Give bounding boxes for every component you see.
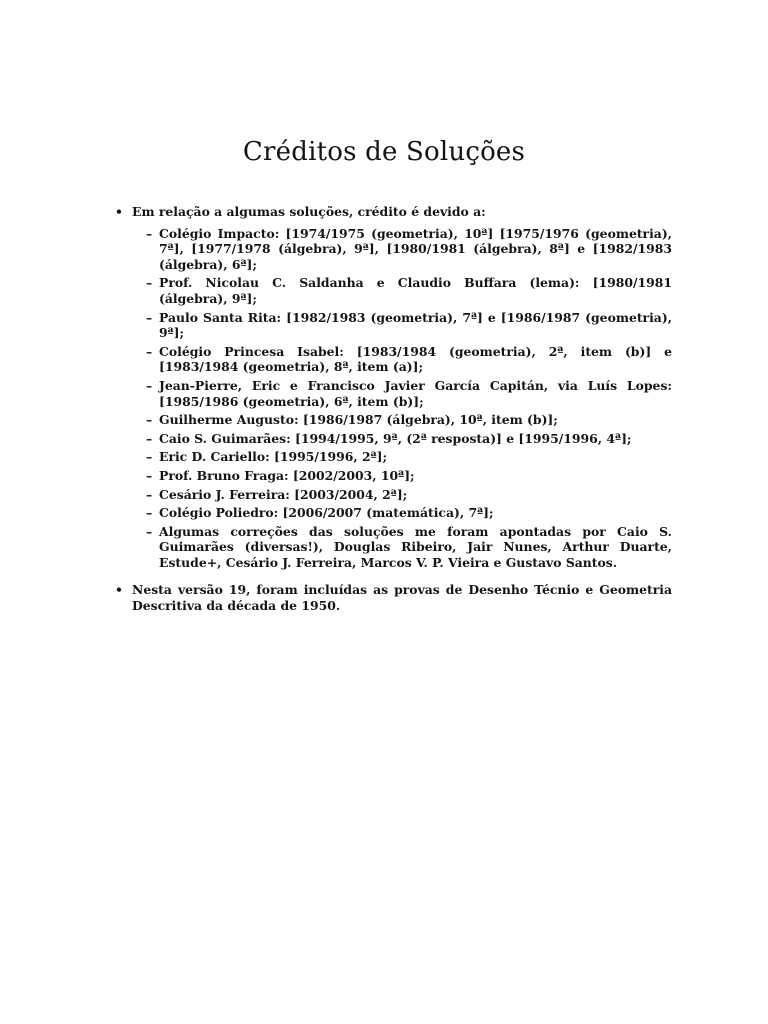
- credit-item-text: Algumas correções das soluções me foram apontadas por Caio S. Guimarães (diversas!), Douglas Ribeiro, Jair Nunes, Arthur Duarte, Estude+, Cesário J. Ferreira, Marcos V. P. Vieira e Gustavo Santos.: [159, 523, 672, 570]
- dash-marker: –: [146, 523, 153, 539]
- dash-marker: –: [146, 225, 153, 241]
- credit-item-text: Colégio Poliedro: [2006/2007 (matemática), 7ª];: [159, 505, 494, 521]
- credit-item: [132, 226, 672, 273]
- credit-sub-list: [132, 226, 672, 571]
- credit-item-text: Prof. Bruno Fraga: [2002/2003, 10ª];: [159, 467, 415, 483]
- bullet-item-version-note: [114, 582, 672, 613]
- dash-marker: –: [146, 343, 153, 359]
- credit-item-text: Caio S. Guimarães: [1994/1995, 9ª, (2ª resposta)] e [1995/1996, 4ª];: [159, 430, 632, 446]
- credit-item: [132, 378, 672, 409]
- bullet-item-credits: [114, 204, 672, 570]
- credit-item-text: Jean-Pierre, Eric e Francisco Javier García Capitán, via Luís Lopes: [1985/1986 (geometria), 6ª, item (b)];: [159, 377, 672, 409]
- credit-item-text: Cesário J. Ferreira: [2003/2004, 2ª];: [159, 486, 408, 502]
- dash-marker: –: [146, 309, 153, 325]
- credit-item-text: Colégio Princesa Isabel: [1983/1984 (geometria), 2ª, item (b)] e [1983/1984 (geometria), 8ª, item (a)];: [159, 343, 672, 375]
- credits-list: [114, 204, 672, 614]
- credit-item-text: Guilherme Augusto: [1986/1987 (álgebra), 10ª, item (b)];: [159, 412, 558, 428]
- dash-marker: –: [146, 449, 153, 465]
- credit-item: [132, 344, 672, 375]
- dash-marker: –: [146, 377, 153, 393]
- credit-item: [132, 310, 672, 341]
- page-title: Créditos de Soluções: [242, 137, 526, 167]
- bullet-text: Nesta versão 19, foram incluídas as provas de Desenho Técnio e Geometria Descritiva da década de 1950.: [132, 582, 672, 614]
- dash-marker: –: [146, 505, 153, 521]
- bullet-marker: •: [115, 582, 123, 598]
- credit-item-text: Colégio Impacto: [1974/1975 (geometria), 10ª] [1975/1976 (geometria), 7ª], [1977/1978 (álgebra), 9ª], [1980/1981 (álgebra), 8ª] e [1982/1983 (álgebra), 6ª];: [159, 225, 672, 272]
- bullet-marker: •: [115, 204, 123, 219]
- credit-item: [132, 468, 672, 484]
- dash-marker: –: [146, 467, 153, 483]
- credit-item: [132, 275, 672, 306]
- bullet-text: Em relação a algumas soluções, crédito é devido a:: [132, 204, 486, 219]
- dash-marker: –: [146, 430, 153, 446]
- credit-item: [132, 524, 672, 571]
- credit-item-text: Prof. Nicolau C. Saldanha e Claudio Buffara (lema): [1980/1981 (álgebra), 9ª];: [159, 275, 672, 306]
- credit-item-text: Paulo Santa Rita: [1982/1983 (geometria), 7ª] e [1986/1987 (geometria), 9ª];: [159, 309, 672, 341]
- dash-marker: –: [146, 412, 153, 428]
- credit-item: [132, 412, 672, 428]
- dash-marker: –: [146, 275, 153, 291]
- dash-marker: –: [146, 486, 153, 502]
- credit-item: [132, 487, 672, 503]
- credit-item: [132, 505, 672, 521]
- credit-item-text: Eric D. Cariello: [1995/1996, 2ª];: [159, 449, 388, 465]
- credit-item: [132, 449, 672, 465]
- credit-item: [132, 431, 672, 447]
